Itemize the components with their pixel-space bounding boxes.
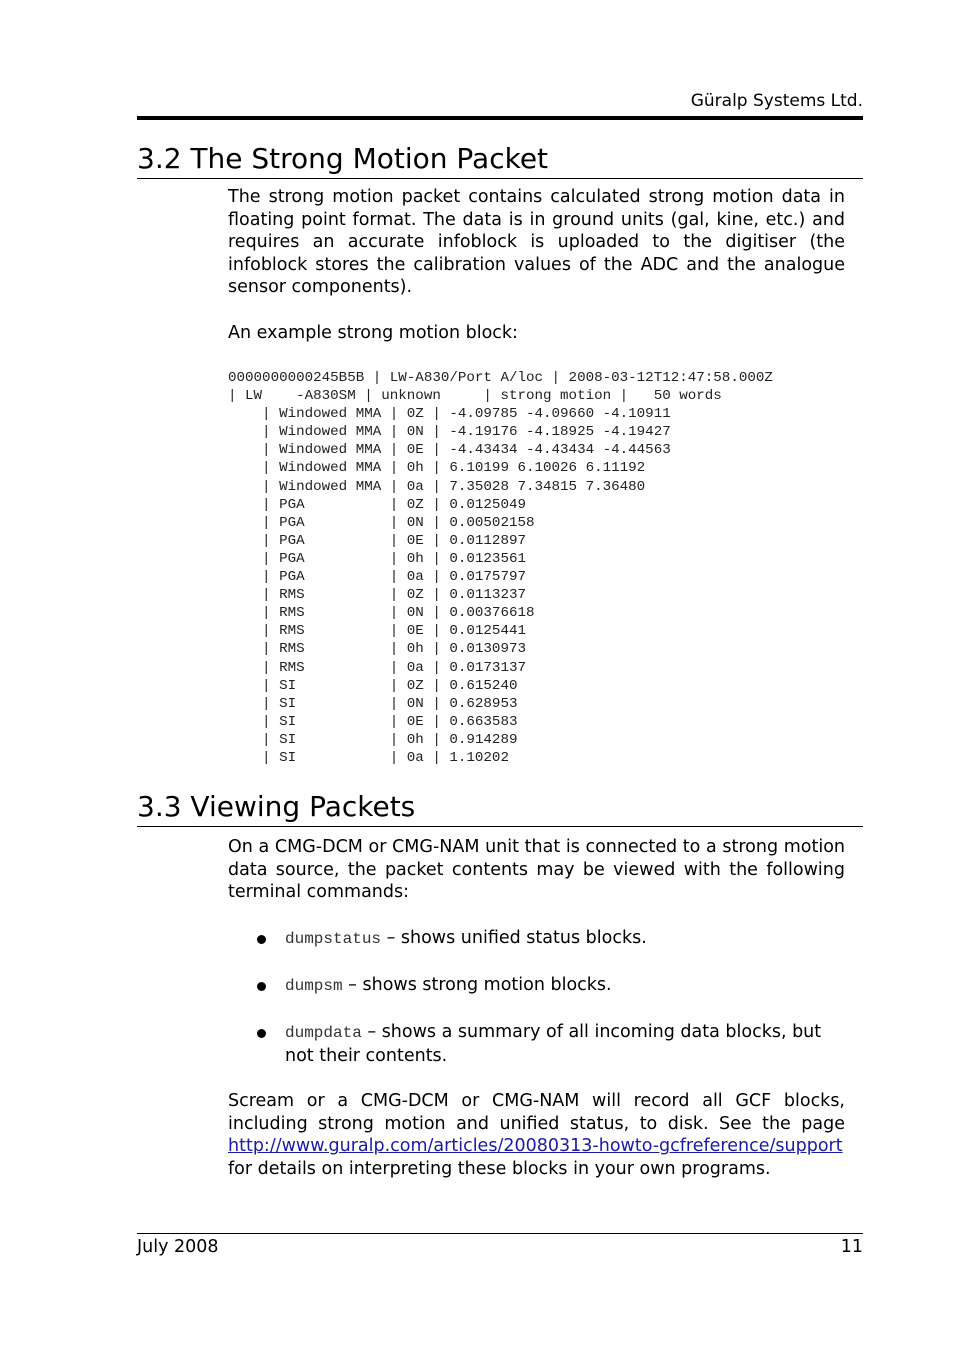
code-line: 0000000000245B5B | LW-A830/Port A/loc | 2008-03-12T12:47:58.000Z	[228, 370, 773, 386]
code-line: | SI | 0E | 0.663583	[228, 713, 518, 730]
code-line: | RMS | 0a | 0.0173137	[228, 659, 526, 676]
running-header: Güralp Systems Ltd.	[690, 91, 863, 111]
section-heading-strong-motion: 3.2 The Strong Motion Packet	[137, 142, 863, 179]
code-block	[228, 369, 773, 767]
closing-paragraph	[228, 1090, 845, 1180]
code-line: | RMS | 0N | 0.00376618	[228, 605, 535, 622]
command-description: – shows unified status blocks.	[381, 928, 647, 948]
command-description: – shows strong motion blocks.	[342, 975, 612, 996]
footer-date: July 2008	[137, 1237, 219, 1257]
code-line: | SI | 0h | 0.914289	[228, 731, 518, 748]
command-description: – shows a summary of all incoming data blocks, but not their contents.	[285, 1022, 822, 1066]
code-line: | PGA | 0h | 0.0123561	[228, 550, 526, 567]
command-name: dumpstatus	[285, 930, 382, 948]
code-line: | SI | 0Z | 0.615240	[228, 677, 518, 694]
code-line: | Windowed MMA | 0N | -4.19176 -4.18925 -4.19427	[228, 424, 671, 441]
bullet-icon	[257, 1029, 266, 1038]
closing-text-before: Scream or a CMG-DCM or CMG-NAM will record all GCF blocks, including strong motion and unified status, to disk. See the page	[228, 1091, 845, 1134]
code-line: | PGA | 0E | 0.0112897	[228, 532, 526, 549]
example-label: An example strong motion block:	[228, 323, 518, 343]
command-list	[228, 927, 845, 1091]
code-line: | PGA | 0a | 0.0175797	[228, 569, 526, 586]
code-line: | SI | 0a | 1.10202	[228, 749, 509, 766]
code-line: | LW -A830SM | unknown | strong motion | 50 words	[228, 388, 722, 405]
page-number: 11	[840, 1237, 863, 1257]
list-item	[228, 1021, 845, 1067]
code-line: | SI | 0N | 0.628953	[228, 695, 518, 712]
closing-text-after: for details on interpreting these blocks in your own programs.	[228, 1158, 771, 1179]
code-line: | Windowed MMA | 0h | 6.10199 6.10026 6.11192	[228, 460, 646, 477]
code-line: | RMS | 0E | 0.0125441	[228, 623, 526, 640]
header-rule	[137, 116, 863, 120]
reference-link[interactable]: http://www.guralp.com/articles/20080313-howto-gcfreference/support	[228, 1136, 843, 1157]
command-name: dumpsm	[285, 977, 343, 996]
code-line: | PGA | 0N | 0.00502158	[228, 514, 535, 531]
list-item	[228, 974, 845, 998]
viewing-intro: On a CMG-DCM or CMG-NAM unit that is connected to a strong motion data source, the packet contents may be viewed with the following terminal commands:	[228, 837, 845, 903]
section-heading-viewing-packets: 3.3 Viewing Packets	[137, 790, 863, 827]
footer-rule	[137, 1233, 863, 1234]
code-line: | RMS | 0h | 0.0130973	[228, 641, 526, 658]
command-name: dumpdata	[285, 1024, 362, 1043]
bullet-icon	[257, 982, 266, 991]
code-line: | Windowed MMA | 0E | -4.43434 -4.43434 -4.44563	[228, 442, 671, 459]
code-line: | Windowed MMA | 0a | 7.35028 7.34815 7.36480	[228, 478, 646, 495]
list-item	[228, 927, 845, 951]
bullet-icon	[257, 935, 266, 944]
strong-motion-intro: The strong motion packet contains calculated strong motion data in floating point format. The data is in ground units (gal, kine, etc.) and requires an accurate infoblock is uploaded to the digitiser (the infoblock stores the calibration values of the ADC and the analogue sensor components).	[228, 187, 845, 298]
code-line: | RMS | 0Z | 0.0113237	[228, 587, 526, 604]
code-line: | Windowed MMA | 0Z | -4.09785 -4.09660 -4.10911	[228, 406, 671, 423]
code-line: | PGA | 0Z | 0.0125049	[228, 496, 526, 513]
